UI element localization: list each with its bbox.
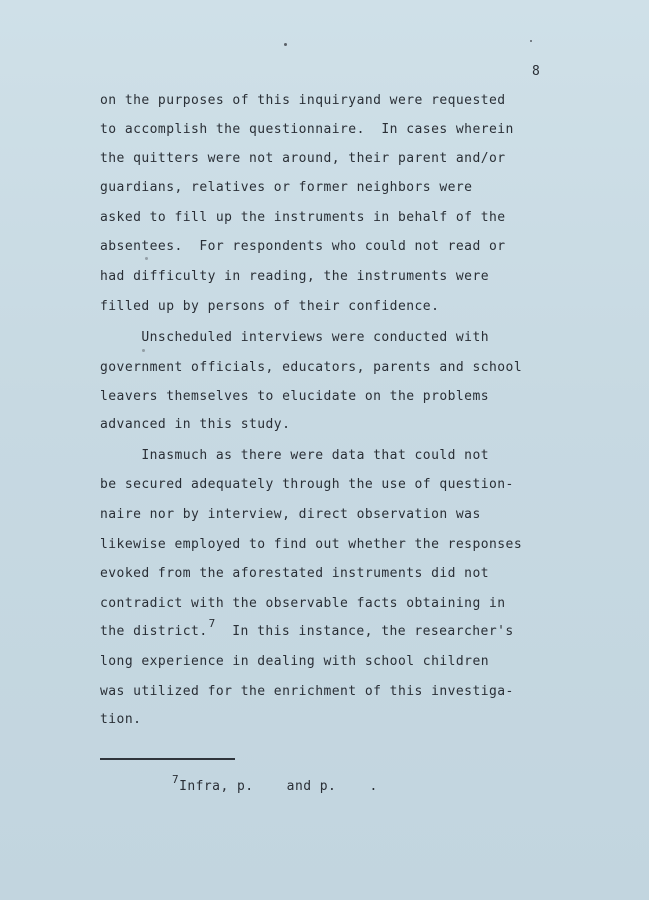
text-line: had difficulty in reading, the instruments were [100,269,490,284]
text-line: was utilized for the enrichment of this investiga- [100,684,514,699]
text-line: asked to fill up the instruments in behalf of the [100,210,506,225]
text-line: to accomplish the questionnaire. In cases wherein [100,122,514,137]
text-line: Inasmuch as there were data that could not [100,448,490,463]
text-line: evoked from the aforestated instruments did not [100,566,490,581]
text-fragment: In this instance, the researcher's [215,624,514,639]
text-line: guardians, relatives or former neighbors were [100,180,473,195]
text-line: on the purposes of this inquiryand were requested [100,93,506,108]
footnote-mark: 7 [172,773,180,786]
text-line: leavers themselves to elucidate on the problems [100,389,490,404]
page-number: 8 [532,64,541,79]
paper-speck [145,257,148,260]
text-line: naire nor by interview, direct observation was [100,507,481,522]
text-line: government officials, educators, parents and school [100,360,523,375]
footnote-reference: 7 [208,617,216,630]
paper-speck [530,40,532,42]
text-line: advanced in this study. [100,417,291,432]
text-line: long experience in dealing with school children [100,654,490,669]
text-fragment: the district. [100,624,208,639]
text-line-with-footnote [100,617,514,640]
text-line: the quitters were not around, their parent and/or [100,151,506,166]
text-line: be secured adequately through the use of question- [100,477,514,492]
text-line: tion. [100,712,142,727]
text-line: contradict with the observable facts obtaining in [100,596,506,611]
text-line: filled up by persons of their confidence. [100,299,440,314]
text-line: Unscheduled interviews were conducted with [100,330,490,345]
paper-speck [142,349,145,352]
footnote-divider [100,758,235,760]
footnote [172,773,378,794]
text-line: absentees. For respondents who could not read or [100,239,506,254]
footnote-text: Infra, p. and p. . [179,779,378,794]
text-line: likewise employed to find out whether the responses [100,537,523,552]
paper-speck [284,43,287,46]
